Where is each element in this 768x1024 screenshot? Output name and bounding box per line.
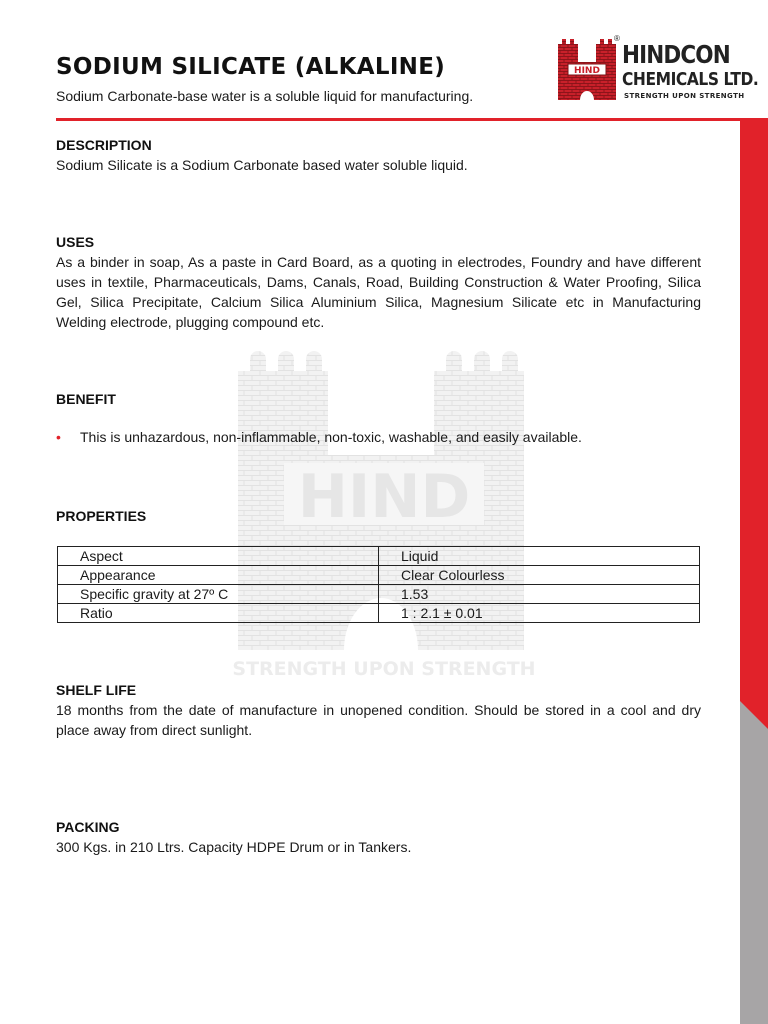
table-cell-value: Liquid [379,547,700,566]
shelf-life-heading: SHELF LIFE [56,682,137,698]
watermark-text: HIND [297,462,471,532]
table-cell-label: Ratio [58,604,379,623]
page-subtitle: Sodium Carbonate-base water is a soluble liquid for manufacturing. [56,88,474,104]
table-cell-label: Appearance [58,566,379,585]
side-color-band [740,121,768,1024]
benefit-list [56,427,701,447]
benefit-item-text: This is unhazardous, non-inflammable, non-toxic, washable, and easily available. [80,429,582,445]
description-heading: DESCRIPTION [56,137,152,153]
logo-mark-text: HIND [574,66,600,76]
shelf-life-section [56,682,701,740]
table-cell-value: 1.53 [379,585,700,604]
table-cell-label: Specific gravity at 27º C [58,585,379,604]
uses-body: As a binder in soap, As a paste in Card Board, as a quoting in electrodes, Foundry and have different uses in textile, Pharmaceuticals, Dams, Canals, Road, Building Construction & Water Proofing, Silica Gel, Silica Precipitate, Calcium Silica Aluminium Silica, Magnesium Silicate etc in Manufacturing Welding electrode, plugging compound etc. [56,254,701,330]
benefit-heading: BENEFIT [56,391,116,407]
table-cell-value: Clear Colourless [379,566,700,585]
table-row [58,604,700,623]
packing-body: 300 Kgs. in 210 Ltrs. Capacity HDPE Drum or in Tankers. [56,839,412,855]
shelf-life-body: 18 months from the date of manufacture in unopened condition. Should be stored in a cool and dry place away from direct sunlight. [56,702,701,738]
logo-tagline: STRENGTH UPON STRENGTH [624,92,745,100]
list-item [56,427,701,447]
table-row [58,566,700,585]
packing-heading: PACKING [56,819,120,835]
table-cell-label: Aspect [58,547,379,566]
page-title: SODIUM SILICATE (ALKALINE) [56,54,446,80]
uses-heading: USES [56,234,95,250]
table-cell-value: 1 : 2.1 ± 0.01 [379,604,700,623]
table-row [58,585,700,604]
header-rule [56,118,768,121]
description-body: Sodium Silicate is a Sodium Carbonate based water soluble liquid. [56,157,468,173]
properties-section [56,508,701,524]
packing-section [56,819,701,857]
benefit-section [56,391,701,447]
watermark-tagline: STRENGTH UPON STRENGTH [232,658,536,680]
castle-logo-icon [556,38,618,102]
registered-mark: ® [614,34,620,43]
description-section [56,137,701,175]
logo-company-sub: CHEMICALS LTD. [622,69,759,90]
bullet-icon: • [56,429,61,445]
properties-table [57,546,700,623]
logo-company-name: HINDCON [622,40,730,69]
uses-section [56,234,701,332]
properties-heading: PROPERTIES [56,508,147,524]
table-row [58,547,700,566]
company-logo [556,34,759,104]
